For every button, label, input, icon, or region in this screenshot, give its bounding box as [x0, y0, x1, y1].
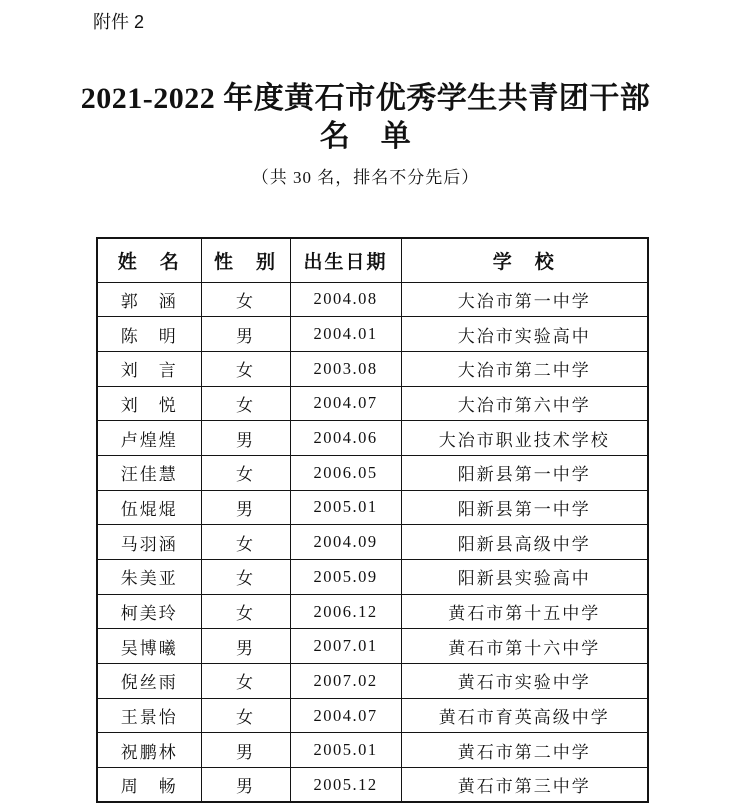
- gender-cell: 女: [201, 560, 290, 595]
- gender-cell: 女: [201, 664, 290, 699]
- table-row: [97, 525, 648, 560]
- school-cell: 大冶市第二中学: [401, 351, 648, 386]
- school-cell: 大冶市第一中学: [401, 282, 648, 317]
- gender-cell: 男: [201, 768, 290, 803]
- school-cell: 大冶市第六中学: [401, 386, 648, 421]
- school-cell: 大冶市实验高中: [401, 317, 648, 352]
- name-cell: 王景怡: [97, 698, 201, 733]
- page-title-line2: 名 单: [319, 120, 412, 153]
- column-header-name: 姓 名: [97, 238, 201, 282]
- column-header-school: 学 校: [401, 238, 648, 282]
- school-cell: 黄石市第十六中学: [401, 629, 648, 664]
- table-row: [97, 560, 648, 595]
- birth-cell: 2004.07: [290, 386, 401, 421]
- table-row: [97, 733, 648, 768]
- gender-cell: 女: [201, 282, 290, 317]
- table-row: [97, 317, 648, 352]
- table-row: [97, 664, 648, 699]
- gender-cell: 男: [201, 490, 290, 525]
- birth-cell: 2004.01: [290, 317, 401, 352]
- name-cell: 陈 明: [97, 317, 201, 352]
- name-cell: 祝鹏林: [97, 733, 201, 768]
- birth-cell: 2004.07: [290, 698, 401, 733]
- table-row: [97, 768, 648, 803]
- name-cell: 刘 悦: [97, 386, 201, 421]
- gender-cell: 男: [201, 629, 290, 664]
- name-cell: 刘 言: [97, 351, 201, 386]
- roster-table: [96, 237, 649, 803]
- column-header-gender: 性 别: [201, 238, 290, 282]
- birth-cell: 2003.08: [290, 351, 401, 386]
- school-cell: 黄石市第三中学: [401, 768, 648, 803]
- name-cell: 倪丝雨: [97, 664, 201, 699]
- birth-cell: 2007.02: [290, 664, 401, 699]
- gender-cell: 男: [201, 421, 290, 456]
- birth-cell: 2004.06: [290, 421, 401, 456]
- table-row: [97, 282, 648, 317]
- name-cell: 马羽涵: [97, 525, 201, 560]
- school-cell: 阳新县第一中学: [401, 490, 648, 525]
- school-cell: 黄石市第二中学: [401, 733, 648, 768]
- birth-cell: 2005.09: [290, 560, 401, 595]
- gender-cell: 女: [201, 351, 290, 386]
- birth-cell: 2004.09: [290, 525, 401, 560]
- page-title-line1: 2021-2022 年度黄石市优秀学生共青团干部: [80, 82, 651, 115]
- name-cell: 卢煌煌: [97, 421, 201, 456]
- table-row: [97, 421, 648, 456]
- name-cell: 周 畅: [97, 768, 201, 803]
- birth-cell: 2006.12: [290, 594, 401, 629]
- school-cell: 阳新县第一中学: [401, 455, 648, 490]
- gender-cell: 男: [201, 733, 290, 768]
- name-cell: 吴博曦: [97, 629, 201, 664]
- school-cell: 黄石市实验中学: [401, 664, 648, 699]
- table-row: [97, 351, 648, 386]
- school-cell: 阳新县高级中学: [401, 525, 648, 560]
- name-cell: 伍焜焜: [97, 490, 201, 525]
- table-body: [97, 282, 648, 802]
- name-cell: 郭 涵: [97, 282, 201, 317]
- birth-cell: 2006.05: [290, 455, 401, 490]
- gender-cell: 女: [201, 594, 290, 629]
- column-header-birth: 出生日期: [290, 238, 401, 282]
- birth-cell: 2005.01: [290, 490, 401, 525]
- birth-cell: 2005.12: [290, 768, 401, 803]
- gender-cell: 女: [201, 525, 290, 560]
- school-cell: 阳新县实验高中: [401, 560, 648, 595]
- school-cell: 黄石市第十五中学: [401, 594, 648, 629]
- school-cell: 黄石市育英高级中学: [401, 698, 648, 733]
- table-header-row: [97, 238, 648, 282]
- page-title: [0, 80, 731, 156]
- birth-cell: 2007.01: [290, 629, 401, 664]
- table-row: [97, 594, 648, 629]
- gender-cell: 男: [201, 317, 290, 352]
- birth-cell: 2005.01: [290, 733, 401, 768]
- gender-cell: 女: [201, 455, 290, 490]
- page-subtitle: （共 30 名，排名不分先后）: [251, 168, 480, 187]
- table-row: [97, 629, 648, 664]
- name-cell: 汪佳慧: [97, 455, 201, 490]
- birth-cell: 2004.08: [290, 282, 401, 317]
- name-cell: 柯美玲: [97, 594, 201, 629]
- attachment-label: 附件 2: [93, 12, 145, 32]
- gender-cell: 女: [201, 386, 290, 421]
- table-row: [97, 455, 648, 490]
- table-row: [97, 698, 648, 733]
- table-row: [97, 490, 648, 525]
- name-cell: 朱美亚: [97, 560, 201, 595]
- table-row: [97, 386, 648, 421]
- school-cell: 大冶市职业技术学校: [401, 421, 648, 456]
- gender-cell: 女: [201, 698, 290, 733]
